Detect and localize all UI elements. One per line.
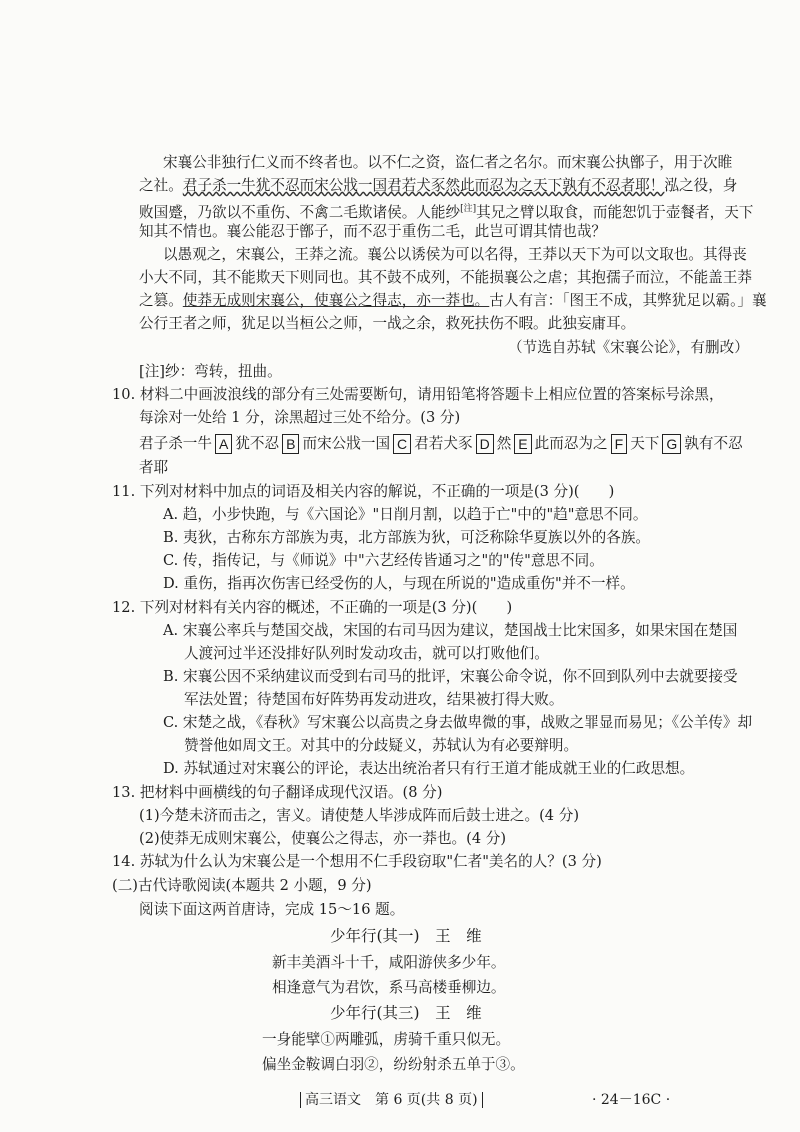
q10-seg-3: 而宋公戕一国 — [302, 435, 391, 452]
q10-box-f[interactable]: F — [611, 434, 628, 454]
passage-p1-line3-b: 其兄之臂以取食，而能恕饥于壶餐者，天下 — [476, 203, 754, 221]
poem2-author: 王 维 — [435, 1004, 482, 1022]
passage-p1-line2-start: 之社。 — [139, 177, 183, 194]
poem1-line1: 新丰美酒斗十千，咸阳游侠多少年。 — [272, 954, 506, 971]
q12-option-c-line2: 赞誉他如周文王。对其中的分歧疑义，苏轼认为有必要辩明。 — [184, 737, 579, 754]
q11-option-c: C. 传，指传记，与《师说》中"六艺经传皆通习之"的"传"意思不同。 — [163, 552, 604, 569]
passage-p1-line1: 宋襄公非独行仁义而不终者也。以不仁之资，盗仁者之名尔。而宋襄公执鄫子，用于次睢 — [163, 154, 733, 171]
q10-seg-7: 天下 — [630, 435, 660, 452]
q12-option-d: D. 苏轼通过对宋襄公的评论，表达出统治者只有行王道才能成就王业的仁政思想。 — [163, 760, 695, 777]
poem2-line2: 偏坐金鞍调白羽②，纷纷射杀五单于③。 — [262, 1056, 525, 1073]
q11-stem: 11. 下列对材料中加点的词语及相关内容的解说，不正确的一项是(3 分)( ) — [112, 483, 615, 500]
q13-item-2: (2)使莽无成则宋襄公，使襄公之得志，亦一莽也。(4 分) — [139, 830, 507, 847]
q10-seg-1: 君子杀一牛 — [139, 435, 212, 452]
q10-seg-2: 犹不忍 — [235, 435, 280, 452]
passage-source: （节选自苏轼《宋襄公论》，有删改） — [508, 339, 749, 356]
section2-intro: 阅读下面这两首唐诗，完成 15～16 题。 — [139, 901, 405, 918]
q14-stem: 14. 苏轼为什么认为宋襄公是一个想用不仁手段窃取"仁者"美名的人？(3 分) — [112, 853, 602, 870]
q11-option-d: D. 重伤，指再次伤害已经受伤的人，与现在所说的"造成重伤"并不一样。 — [163, 575, 635, 592]
poem1-author: 王 维 — [435, 927, 482, 945]
poem2-heading — [330, 1003, 482, 1023]
passage-p2-line4: 公行王者之师，犹足以当桓公之师，一战之余，救死扶伤不暇。此独妄庸耳。 — [139, 315, 636, 332]
q10-box-c[interactable]: C — [393, 434, 411, 454]
q10-stem-line2: 每涂对一处给 1 分，涂黑超过三处不给分。(3 分) — [139, 409, 461, 426]
q12-stem: 12. 下列对材料有关内容的概述，不正确的一项是(3 分)( ) — [112, 599, 513, 616]
q12-option-b-line1: B. 宋襄公因不采纳建议而受到右司马的批评，宋襄公命令说，你不回到队列中去就要接受 — [163, 668, 738, 685]
q12-option-a-line1: A. 宋襄公率兵与楚国交战，宋国的右司马因为建议，楚国战士比宋国多，如果宋国在楚国 — [163, 622, 738, 639]
passage-p1-line2-end: 泓之役，身 — [664, 177, 738, 194]
note-marker: [注] — [460, 204, 477, 214]
passage-p1-line3-a: 败国蹙，乃欲以不重伤、不禽二毛欺诸侯。人能纱 — [139, 203, 461, 221]
q10-box-a[interactable]: A — [215, 434, 232, 454]
page-footer — [300, 1089, 483, 1109]
q10-box-b[interactable]: B — [282, 434, 299, 454]
wavy-underlined-sentence: 君子杀一牛犹不忍而宋公戕一国君若犬豕然此而忍为之天下孰有不忍者耶！ — [182, 177, 665, 194]
q10-segments — [139, 434, 743, 454]
poem1-heading — [330, 926, 482, 946]
passage-p1-line3 — [139, 199, 753, 223]
passage-p2-line2: 小大不同，其不能欺天下则同也。其不鼓不成列，不能损襄公之虐；其抱孺子而泣，不能盖王莽 — [139, 269, 752, 286]
q10-box-d[interactable]: D — [476, 434, 494, 454]
q12-option-c-line1: C. 宋楚之战，《春秋》写宋襄公以高贵之身去做卑微的事，战败之罪显而易见；《公羊传》却 — [163, 714, 753, 731]
q12-option-b-line2: 军法处置；待楚国布好阵势再发动进攻，结果被打得大败。 — [184, 691, 564, 708]
passage-p2-line1: 以愚观之，宋襄公，王莽之流。襄公以诱侯为可以名得，王莽以天下为可以文取也。其得丧 — [163, 246, 747, 263]
q13-stem: 13. 把材料中画横线的句子翻译成现代汉语。(8 分) — [112, 784, 443, 801]
q10-tail: 者耶 — [139, 459, 169, 476]
passage-note: [注]纱：弯转，扭曲。 — [139, 363, 282, 380]
footer-page-info: 高三语文 第 6 页(共 8 页) — [300, 1092, 483, 1108]
passage-p2-line3 — [139, 291, 767, 311]
q11-option-a: A. 趋，小步快跑，与《六国论》"日削月割，以趋于亡"中的"趋"意思不同。 — [163, 506, 648, 523]
q10-seg-8: 孰有不忍 — [684, 435, 743, 452]
passage-p2-line3-start: 之篡。 — [139, 292, 183, 309]
q11-option-b: B. 夷狄，古称东方部族为夷，北方部族为狄，可泛称除华夏族以外的各族。 — [163, 529, 651, 546]
passage-p1-line4: 知其不情也。襄公能忍于鄫子，而不忍于重伤二毛，此岂可谓其情也哉？ — [139, 223, 607, 240]
footer-code: · 24－16C · — [592, 1092, 671, 1108]
passage-p2-line3-end: 古人有言：「图王不成，其弊犹足以霸。」襄 — [489, 292, 767, 309]
section2-title: (二)古代诗歌阅读(本题共 2 小题，9 分) — [112, 877, 372, 894]
q10-box-e[interactable]: E — [514, 434, 531, 454]
passage-p1-line2 — [139, 176, 737, 196]
q10-seg-6: 此而忍为之 — [534, 435, 608, 452]
poem1-line2: 相逢意气为君饮，系马高楼垂柳边。 — [272, 979, 506, 996]
q10-seg-5: 然 — [496, 435, 512, 452]
q10-seg-4: 君若犬豕 — [414, 435, 473, 452]
q10-box-g[interactable]: G — [662, 434, 681, 454]
q13-item-1: (1)今楚未济而击之，害义。请使楚人毕涉成阵而后鼓士进之。(4 分) — [139, 807, 580, 824]
underlined-sentence: 使莽无成则宋襄公，使襄公之得志，亦一莽也。 — [182, 292, 490, 309]
poem2-title: 少年行(其三) — [330, 1004, 420, 1022]
poem2-line1: 一身能擘①两雕弧，虏骑千重只似无。 — [262, 1031, 511, 1048]
poem1-title: 少年行(其一) — [330, 927, 420, 945]
q10-stem-line1: 10. 材料二中画波浪线的部分有三处需要断句，请用铅笔将答题卡上相应位置的答案标号涂黑， — [112, 386, 724, 403]
q12-option-a-line2: 人渡河过半还没排好队列时发动攻击，就可以打败他们。 — [184, 645, 549, 662]
